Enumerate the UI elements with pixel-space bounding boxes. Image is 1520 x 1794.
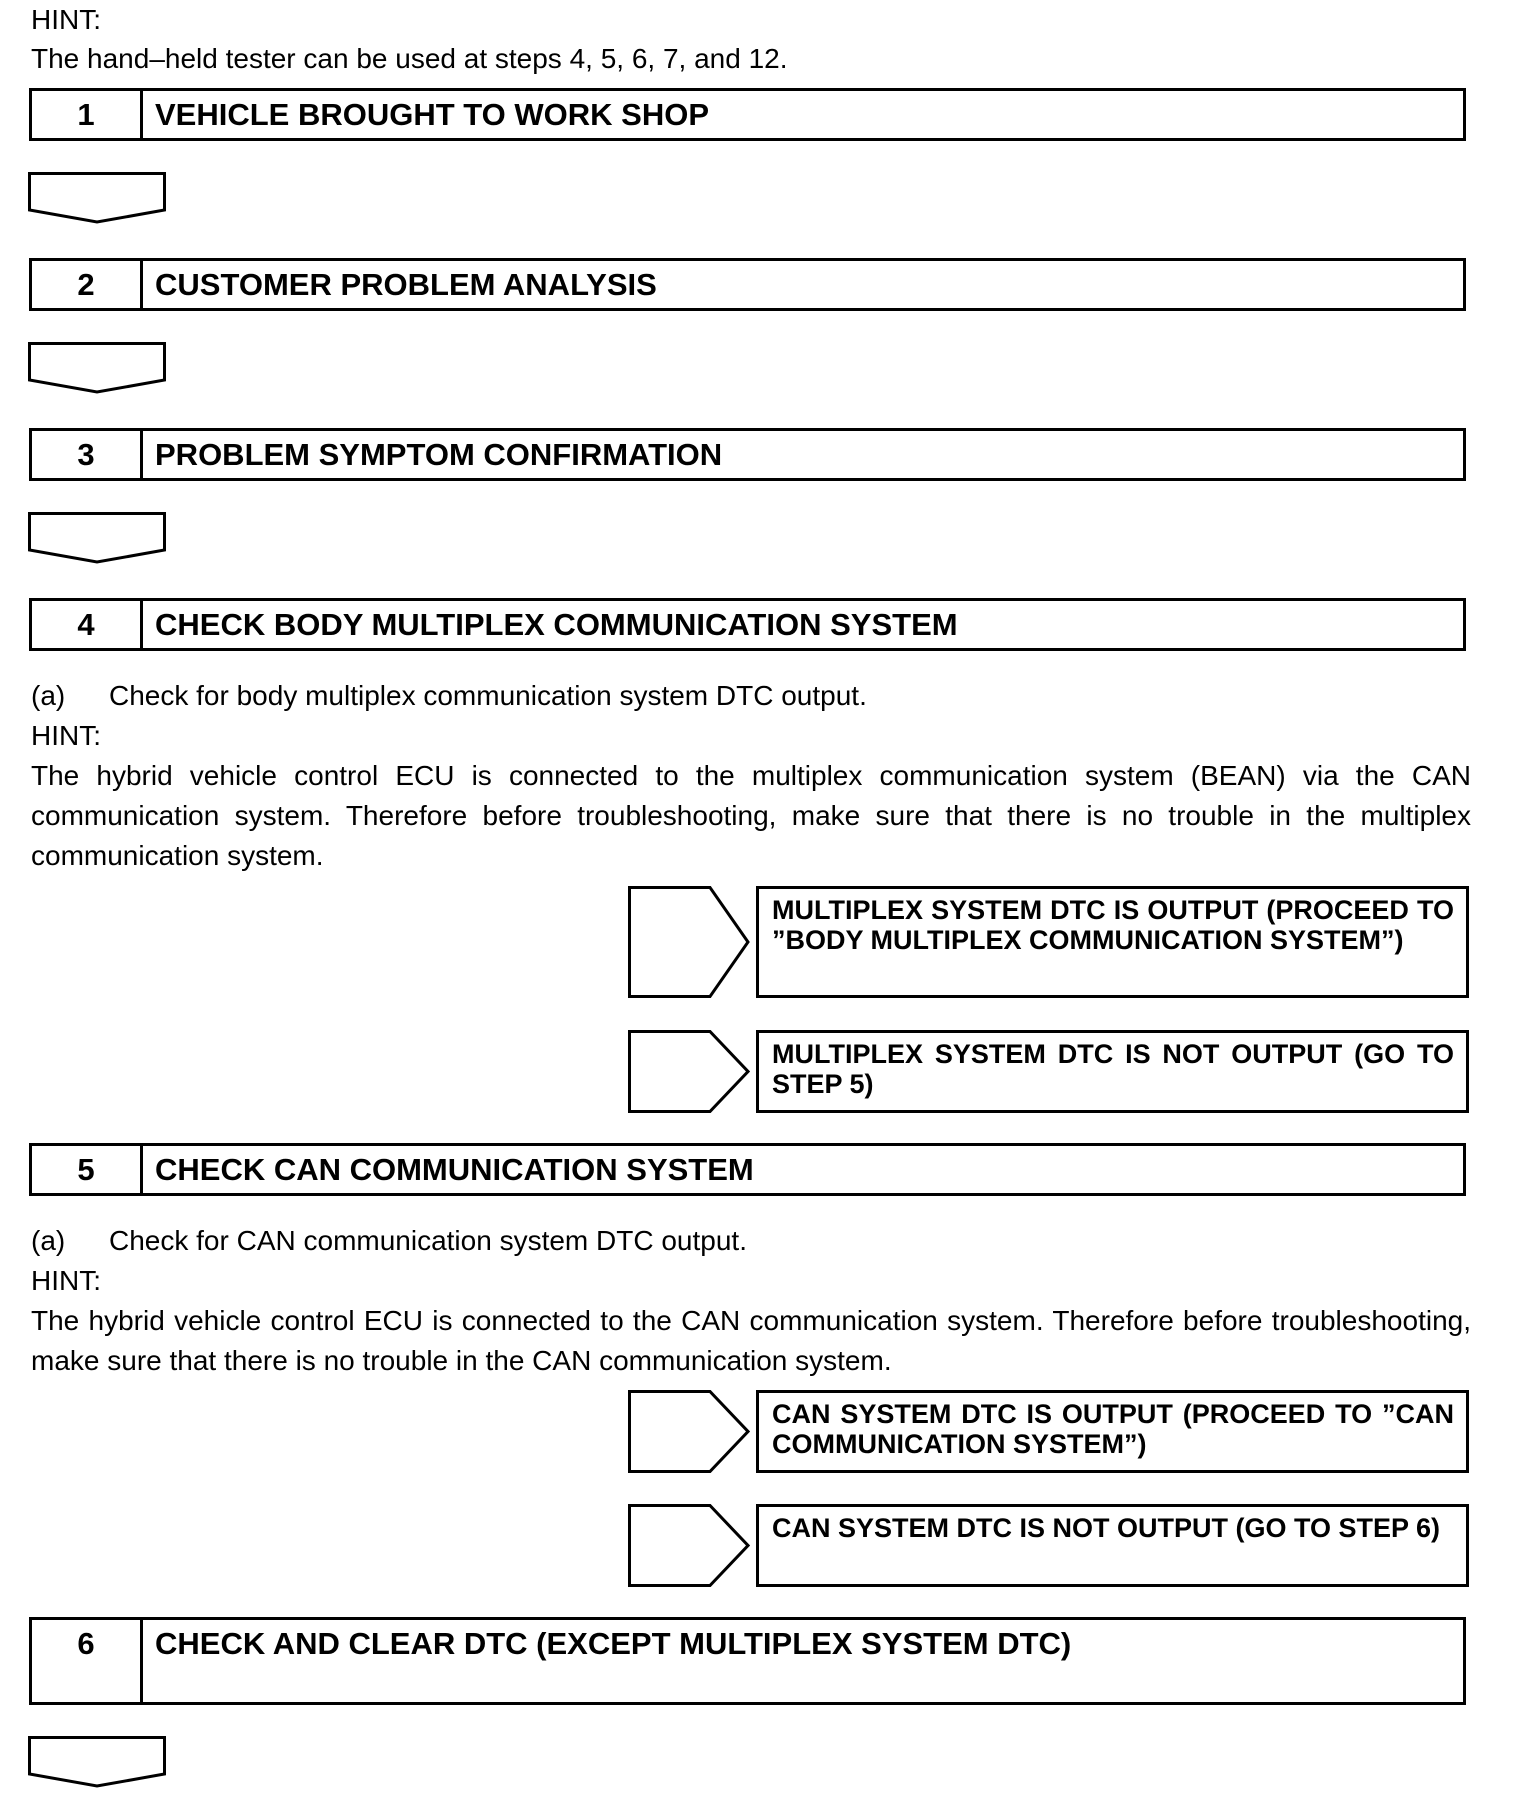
result-box: MULTIPLEX SYSTEM DTC IS NOT OUTPUT (GO TO STEP 5) <box>756 1030 1469 1113</box>
step-title: PROBLEM SYMPTOM CONFIRMATION <box>155 437 723 472</box>
hint-text: The hybrid vehicle control ECU is connected to the CAN communication system. Therefore before troubleshooting, make sure that there is no trouble in the CAN communication system. <box>31 1305 1471 1376</box>
next-step-arrow-icon <box>28 342 166 394</box>
result-box: MULTIPLEX SYSTEM DTC IS OUTPUT (PROCEED TO ”BODY MULTIPLEX COMMUNICATION SYSTEM”) <box>756 886 1469 998</box>
next-step-arrow-icon <box>28 172 166 224</box>
hint-label: HINT: <box>31 720 101 751</box>
step-title: CHECK AND CLEAR DTC (EXCEPT MULTIPLEX SYSTEM DTC) <box>155 1626 1072 1661</box>
next-step-arrow-icon <box>28 1736 166 1788</box>
hint-label: HINT: <box>31 1265 101 1296</box>
step-title: CUSTOMER PROBLEM ANALYSIS <box>155 267 657 302</box>
step-number: 2 <box>32 261 143 308</box>
item-text: Check for CAN communication system DTC output. <box>109 1225 747 1256</box>
hint-label: HINT: <box>31 4 101 35</box>
result-arrow-icon <box>628 886 750 998</box>
hint-text: The hybrid vehicle control ECU is connected to the multiplex communication system (BEAN) via the CAN communication system. Therefore before troubleshooting, make sure that there is no trouble in the multiplex communication system. <box>31 760 1471 871</box>
step-title: VEHICLE BROUGHT TO WORK SHOP <box>155 97 710 132</box>
step-1-header <box>29 88 1466 141</box>
step-number: 3 <box>32 431 143 478</box>
next-step-arrow-icon <box>28 512 166 564</box>
step-title: CHECK BODY MULTIPLEX COMMUNICATION SYSTEM <box>155 607 958 642</box>
step-number: 5 <box>32 1146 143 1193</box>
result-arrow-icon <box>628 1504 750 1587</box>
step-number: 6 <box>32 1620 143 1702</box>
item-marker: (a) <box>31 680 66 711</box>
result-box: CAN SYSTEM DTC IS NOT OUTPUT (GO TO STEP 6) <box>756 1504 1469 1587</box>
step-4-header <box>29 598 1466 651</box>
step-title: CHECK CAN COMMUNICATION SYSTEM <box>155 1152 754 1187</box>
item-text: Check for body multiplex communication system DTC output. <box>109 680 867 711</box>
result-box: CAN SYSTEM DTC IS OUTPUT (PROCEED TO ”CAN COMMUNICATION SYSTEM”) <box>756 1390 1469 1473</box>
step-2-header <box>29 258 1466 311</box>
step-3-header <box>29 428 1466 481</box>
result-arrow-icon <box>628 1030 750 1113</box>
intro-text: The hand–held tester can be used at steps 4, 5, 6, 7, and 12. <box>31 43 788 74</box>
result-arrow-icon <box>628 1390 750 1473</box>
step-6-header <box>29 1617 1466 1705</box>
step-number: 1 <box>32 91 143 138</box>
step-5-header <box>29 1143 1466 1196</box>
item-marker: (a) <box>31 1225 66 1256</box>
step-number: 4 <box>32 601 143 648</box>
